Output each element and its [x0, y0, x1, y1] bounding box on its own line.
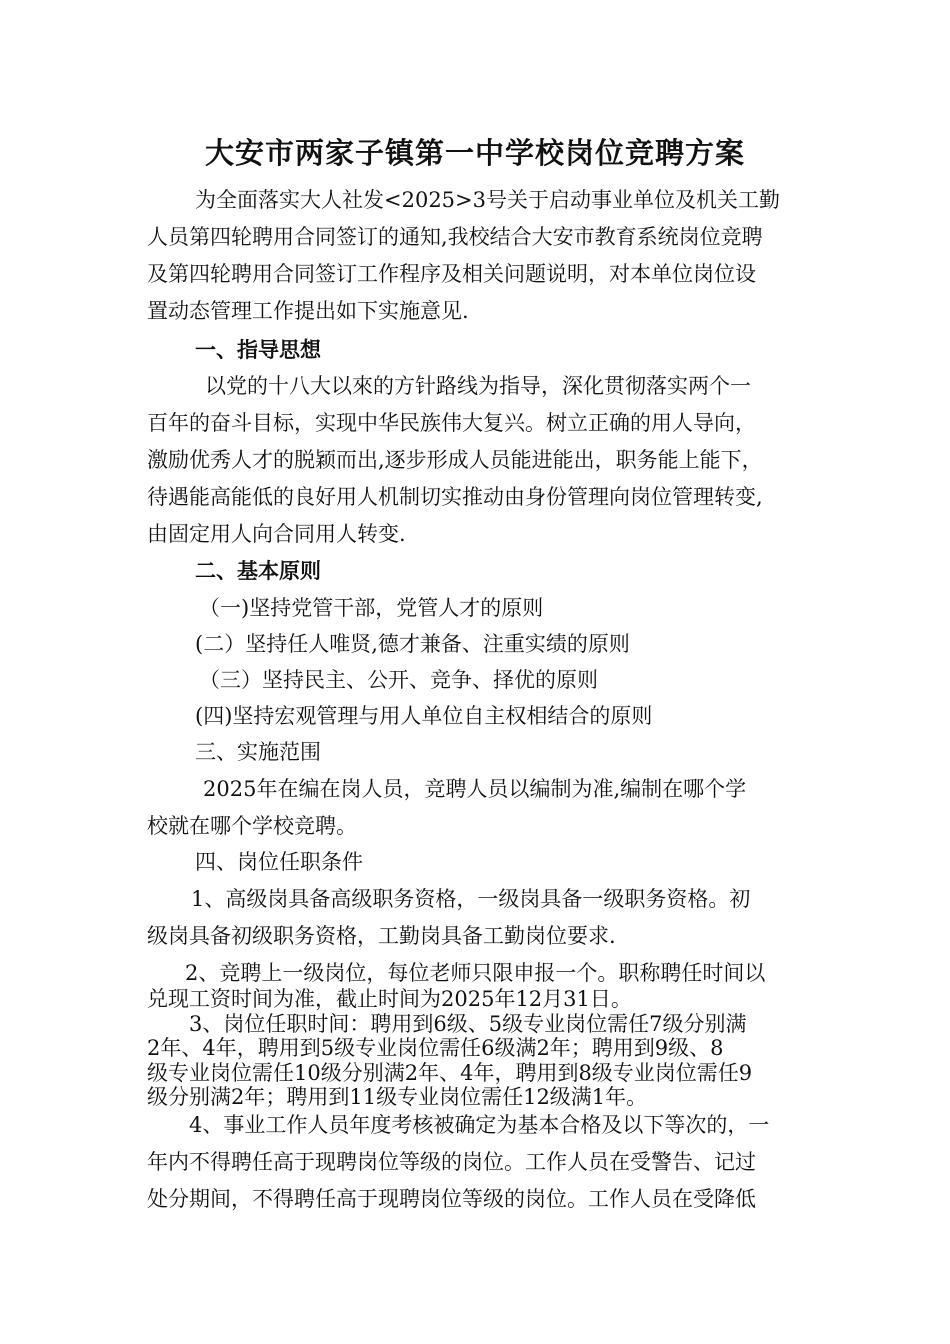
paragraph-line: 待遇能高能低的良好用人机制切实推动由身份管理向岗位管理转变,	[147, 485, 763, 509]
paragraph-line: 1、高级岗具备高级职务资格，一级岗具备一级职务资格。初	[191, 887, 751, 911]
list-item: (二）坚持任人唯贤,德才兼备、注重实绩的原则	[195, 632, 630, 656]
paragraph-line: 校就在哪个学校竞聘。	[147, 814, 357, 838]
paragraph-line: 及第四轮聘用合同签订工作程序及相关问题说明，对本单位岗位设	[147, 262, 756, 286]
paragraph-line: 处分期间，不得聘任高于现聘岗位等级的岗位。工作人员在受降低	[147, 1187, 756, 1211]
paragraph-line: 人员第四轮聘用合同签订的通知,我校结合大安市教育系统岗位竞聘	[147, 225, 763, 249]
list-item: (四)坚持宏观管理与用人单位自主权相结合的原则	[195, 704, 653, 728]
paragraph-line: 由固定用人向合同用人转变.	[147, 522, 406, 546]
section-heading: 二、基本原则	[195, 559, 321, 583]
paragraph-line: 级专业岗位需任10级分别满2年、4年，聘用到8级专业岗位需任9	[147, 1061, 753, 1085]
paragraph-line: 2、竞聘上一级岗位，每位老师只限申报一个。职称聘任时间以	[185, 961, 766, 985]
section-heading: 一、指导思想	[195, 338, 321, 362]
paragraph-line: 2025年在编在岗人员，竞聘人员以编制为准,编制在哪个学	[203, 777, 747, 801]
paragraph-line: 级岗具备初级职务资格，工勤岗具备工勤岗位要求.	[147, 924, 616, 948]
section-heading: 三、实施范围	[195, 740, 321, 764]
paragraph-line: 3、岗位任职时间：聘用到6级、5级专业岗位需任7级分别满	[189, 1012, 747, 1036]
document-title: 大安市两家子镇第一中学校岗位竞聘方案	[204, 136, 745, 170]
paragraph-line: 兑现工资时间为准，截止时间为2025年12月31日。	[147, 987, 632, 1011]
paragraph-line: 置动态管理工作提出如下实施意见.	[147, 299, 469, 323]
paragraph-line: 4、事业工作人员年度考核被确定为基本合格及以下等次的，一	[189, 1113, 770, 1137]
paragraph-line: 级分别满2年；聘用到11级专业岗位需任12级满1年。	[147, 1085, 648, 1109]
paragraph-line: 百年的奋斗目标，实现中华民族伟大复兴。树立正确的用人导向，	[147, 411, 756, 435]
paragraph-line: 激励优秀人才的脱颖而出,逐步形成人员能进能出，职务能上能下，	[147, 448, 763, 472]
paragraph-line: 年内不得聘任高于现聘岗位等级的岗位。工作人员在受警告、记过	[147, 1150, 756, 1174]
section-heading: 四、岗位任职条件	[195, 850, 363, 874]
paragraph-line: 2年、4年，聘用到5级专业岗位需任6级满2年；聘用到9级、8	[147, 1036, 724, 1060]
list-item: （一)坚持党管干部，党管人才的原则	[199, 596, 544, 620]
list-item: （三）坚持民主、公开、竞争、择优的原则	[199, 668, 598, 692]
paragraph-line: 为全面落实大人社发<2025>3号关于启动事业单位及机关工勤	[195, 188, 780, 212]
paragraph-line: 以党的十八大以來的方针路线为指导，深化贯彻落实两个一	[205, 374, 751, 398]
